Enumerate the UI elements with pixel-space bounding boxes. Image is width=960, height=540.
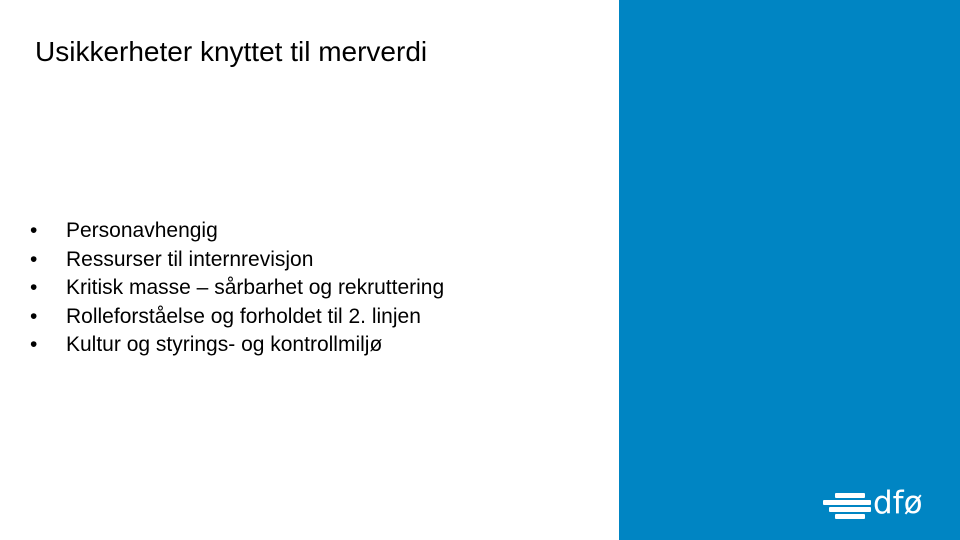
dfo-logo — [821, 485, 923, 521]
bullet-list — [30, 217, 444, 360]
list-item: • Rolleforståelse og forholdet til 2. linjen — [30, 303, 444, 332]
list-item: • Personavhengig — [30, 217, 444, 246]
list-item: • Ressurser til internrevisjon — [30, 246, 444, 275]
logo-wordmark: dfø — [873, 485, 923, 521]
list-item: • Kultur og styrings- og kontrollmiljø — [30, 331, 444, 360]
brand-side-panel — [619, 0, 960, 540]
list-item: • Kritisk masse – sårbarhet og rekruttering — [30, 274, 444, 303]
slide-title: Usikkerheter knyttet til merverdi — [35, 36, 428, 67]
logo-bars-icon — [821, 491, 871, 521]
